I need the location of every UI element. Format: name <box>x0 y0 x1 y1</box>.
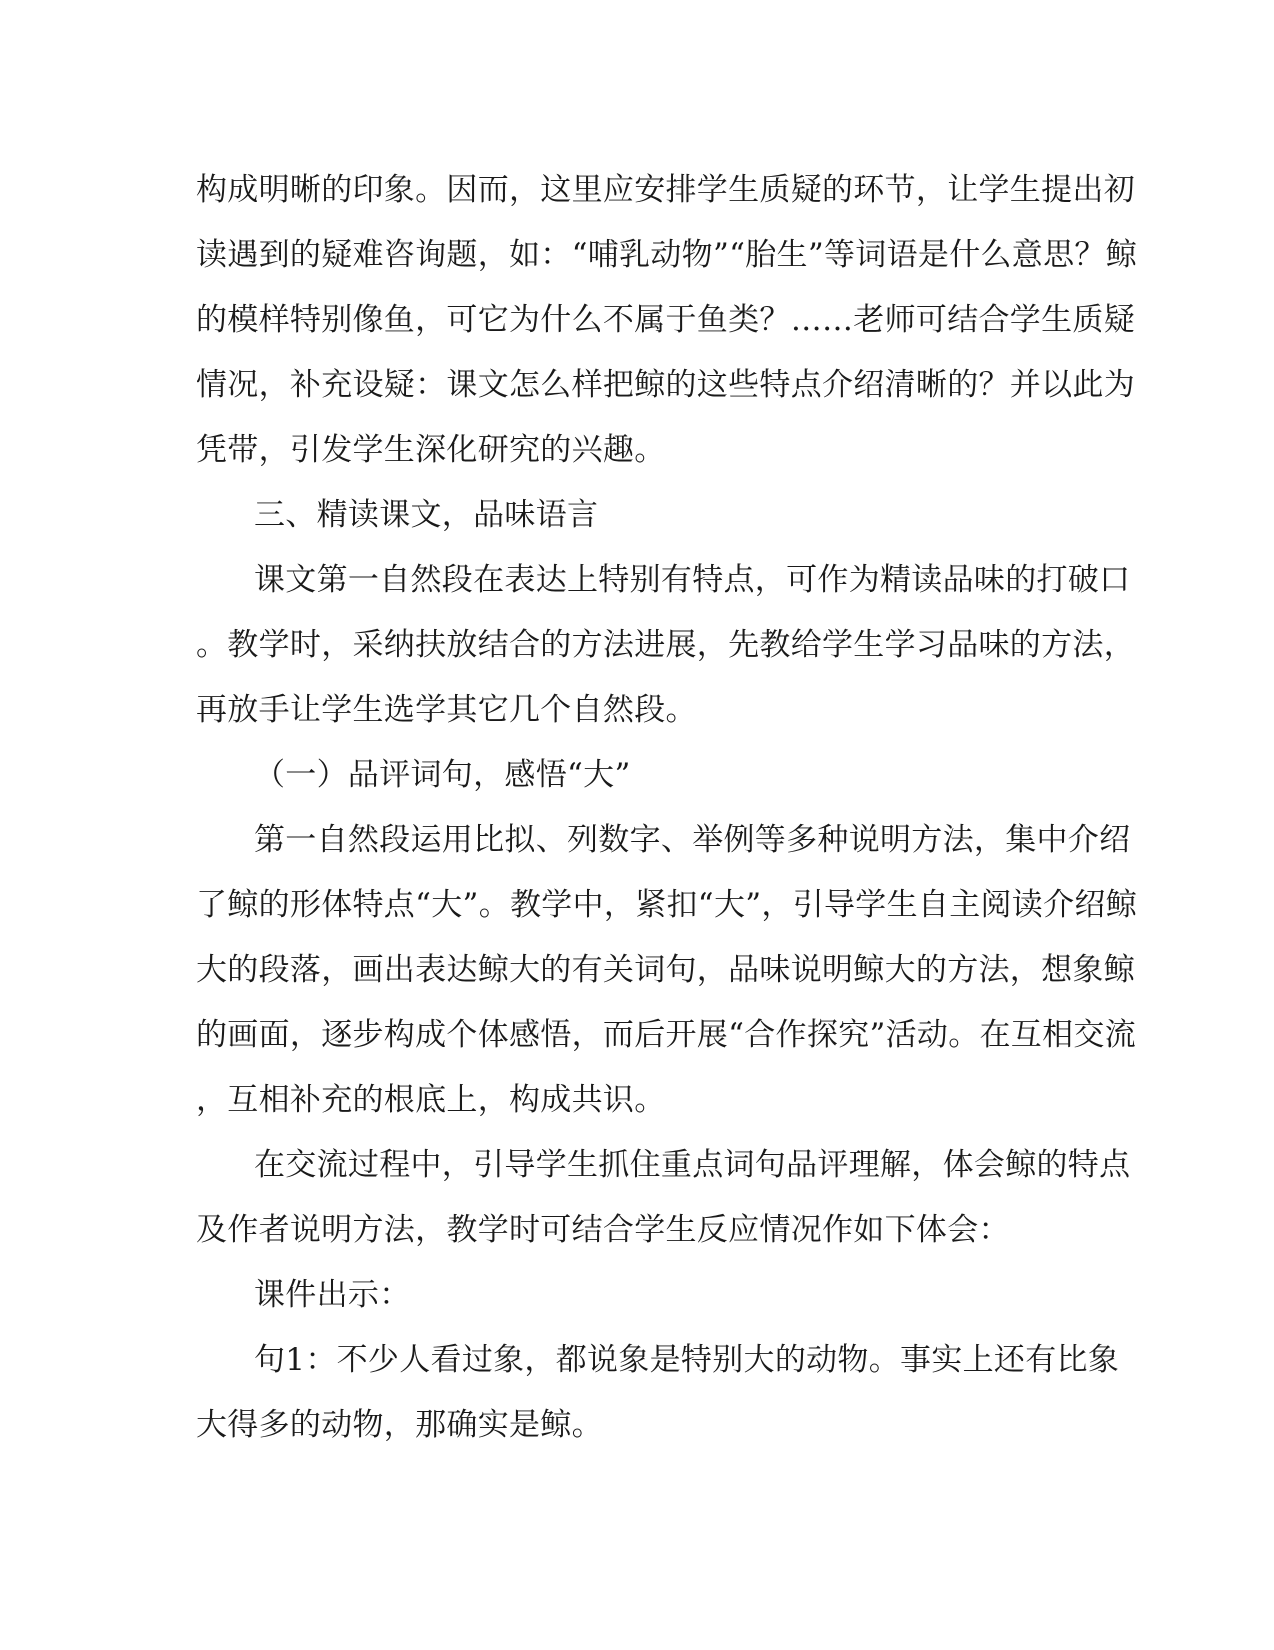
text-line: 再放手让学生选学其它几个自然段。 <box>196 692 697 728</box>
text-line: 在交流过程中，引导学生抓住重点词句品评理解，体会鲸的特点 <box>254 1147 1131 1183</box>
text-line: 读遇到的疑难咨询题，如：“哺乳动物”“胎生”等词语是什么意思？鲸 <box>196 237 1137 273</box>
text-line: 及作者说明方法，教学时可结合学生反应情况作如下体会： <box>196 1212 1010 1248</box>
text-line: 课件出示： <box>254 1277 411 1313</box>
subsection-heading: （一）品评词句，感悟“大” <box>254 757 631 793</box>
text-line: 课文第一自然段在表达上特别有特点，可作为精读品味的打破口 <box>254 562 1131 598</box>
text-line: 的模样特别像鱼，可它为什么不属于鱼类？……老师可结合学生质疑 <box>196 302 1135 338</box>
text-line: 句1：不少人看过象，都说象是特别大的动物。事实上还有比象 <box>254 1342 1120 1378</box>
text-line: 了鲸的形体特点“大”。教学中，紧扣“大”，引导学生自主阅读介绍鲸 <box>196 887 1137 923</box>
text-line: 凭带，引发学生深化研究的兴趣。 <box>196 432 666 468</box>
text-line: 大得多的动物，那确实是鲸。 <box>196 1407 603 1443</box>
text-line: 情况，补充设疑：课文怎么样把鲸的这些特点介绍清晰的？并以此为 <box>196 367 1135 403</box>
text-line: 构成明晰的印象。因而，这里应安排学生质疑的环节，让学生提出初 <box>196 172 1135 208</box>
body-text <box>196 158 1137 1458</box>
text-line: 。教学时，采纳扶放结合的方法进展，先教给学生学习品味的方法， <box>196 627 1135 663</box>
section-heading: 三、精读课文，品味语言 <box>254 497 599 533</box>
text-line: ，互相补充的根底上，构成共识。 <box>196 1082 666 1118</box>
text-line: 的画面，逐步构成个体感悟，而后开展“合作探究”活动。在互相交流 <box>196 1017 1136 1053</box>
text-line: 第一自然段运用比拟、列数字、举例等多种说明方法，集中介绍 <box>254 822 1131 858</box>
text-line: 大的段落，画出表达鲸大的有关词句，品味说明鲸大的方法，想象鲸 <box>196 952 1135 988</box>
